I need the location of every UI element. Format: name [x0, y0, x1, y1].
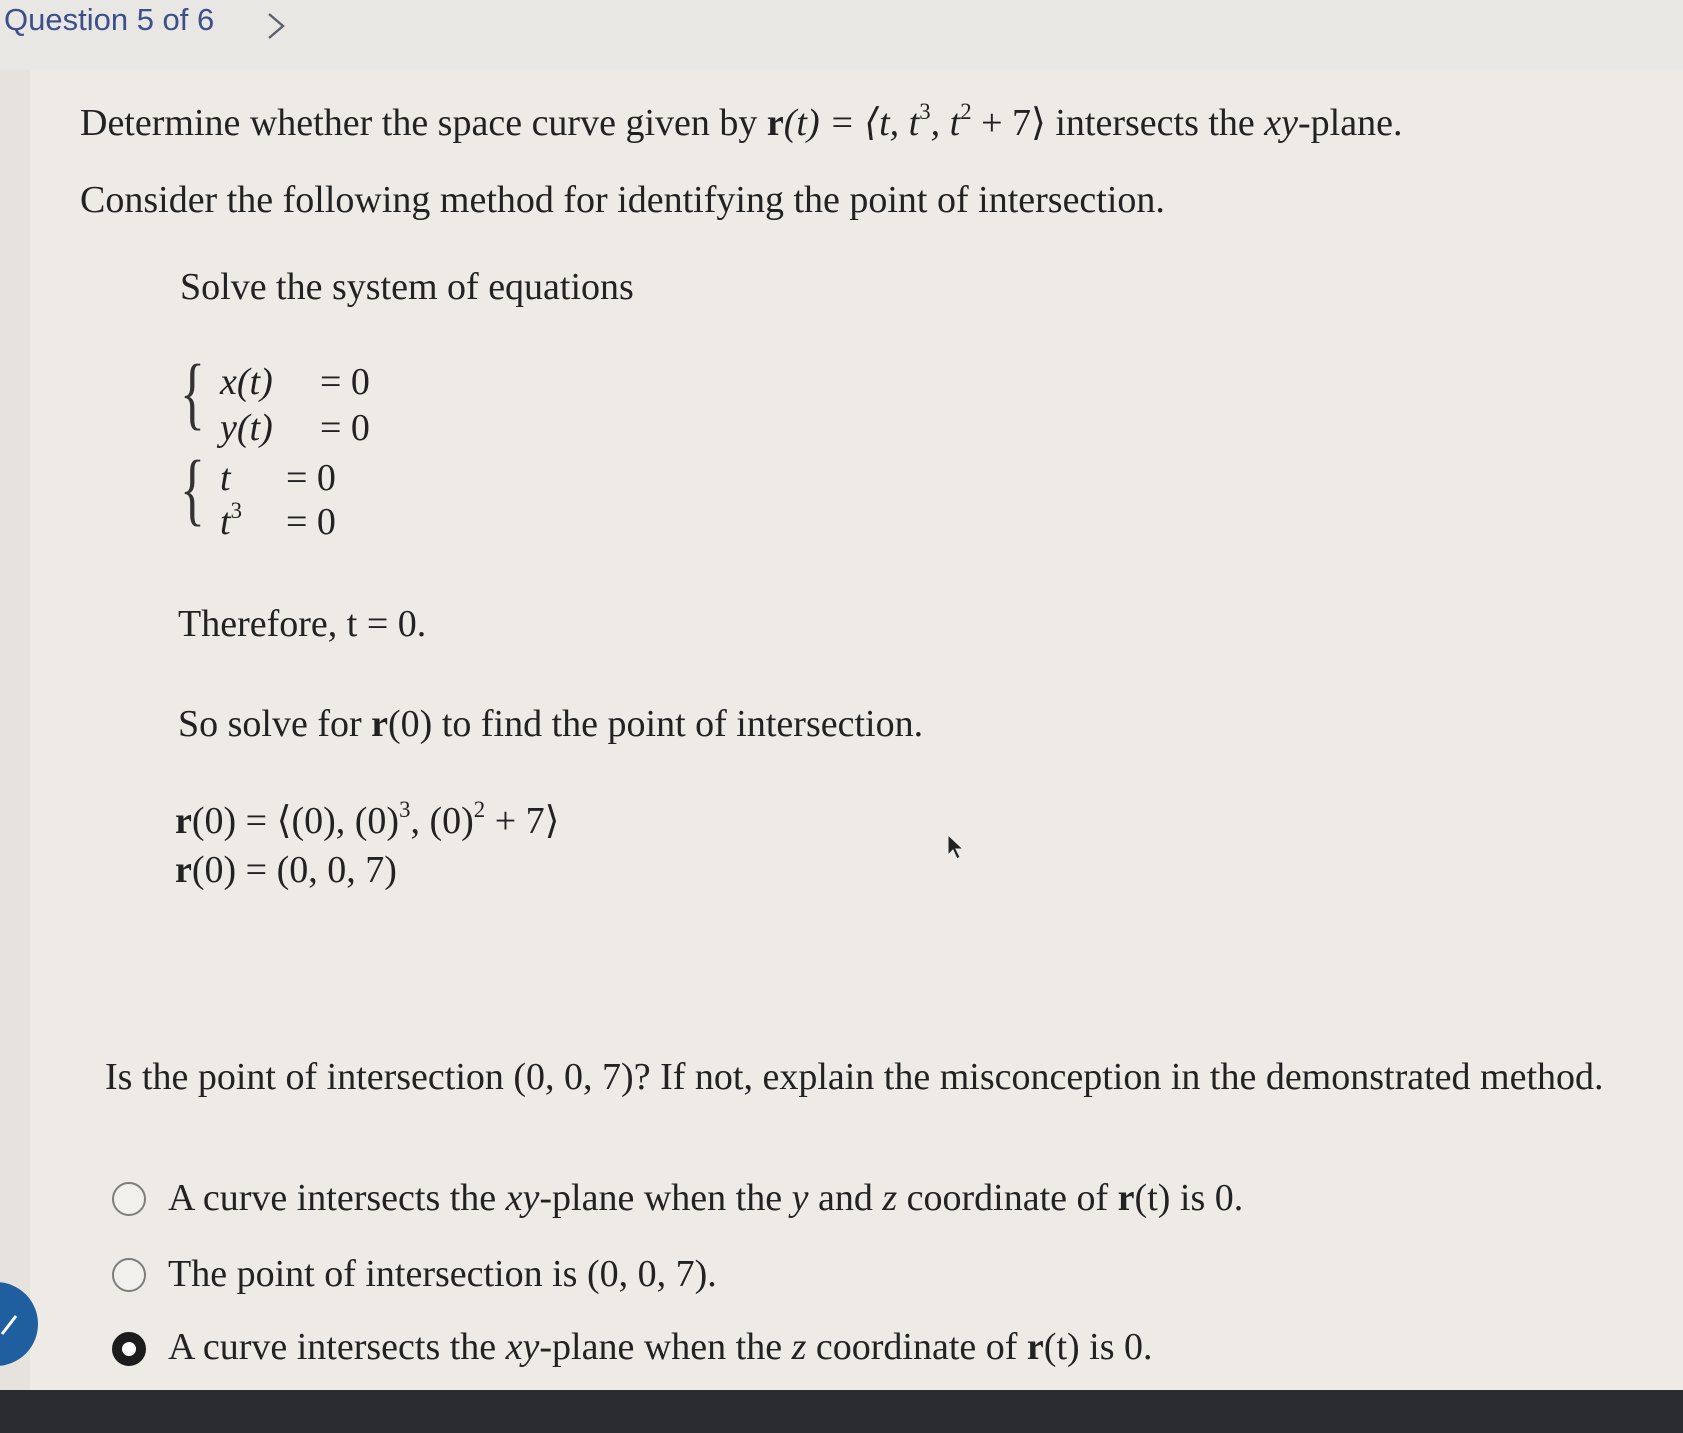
option-label[interactable]: A curve intersects the xy-plane when the y and z coordinate of r(t) is 0. [168, 1177, 1244, 1219]
therefore-text: Therefore, t = 0. [178, 603, 427, 645]
question-text: Is the point of intersection (0, 0, 7)? If not, explain the misconception in the demonstrated method. [105, 1056, 1604, 1098]
prompt-line-2: Consider the following method for identifying the point of intersection. [80, 179, 1165, 221]
next-question-button[interactable] [258, 8, 294, 44]
system2-rhs-2: = 0 [286, 501, 336, 543]
chevron-right-icon [265, 11, 287, 41]
system2-lhs-2: $t^3$ [220, 498, 242, 543]
system1-rhs-2: = 0 [320, 407, 370, 449]
r0-equation-2: r(0) = (0, 0, 7) [175, 849, 397, 891]
solve-system-text: Solve the system of equations [180, 266, 634, 308]
radio-button[interactable] [112, 1182, 146, 1216]
option-label[interactable]: A curve intersects the xy-plane when the z coordinate of r(t) is 0. [168, 1326, 1153, 1368]
system1-lhs-2: y(t) [220, 407, 273, 449]
system1-lhs-1: x(t) [220, 361, 273, 403]
mouse-pointer-icon [946, 833, 968, 868]
system2-rhs-1: = 0 [286, 457, 336, 499]
left-brace: { [180, 445, 205, 534]
top-bar [0, 0, 1683, 70]
pencil-icon [0, 1282, 30, 1366]
option-label[interactable]: The point of intersection is (0, 0, 7). [168, 1253, 717, 1295]
r0-equation-1: r(0) = ⟨(0), $(0)^3$, $(0)^2$ + 7⟩ [175, 797, 560, 842]
system2-lhs-1: t [220, 457, 231, 499]
left-brace: { [180, 349, 205, 438]
system1-rhs-1: = 0 [320, 361, 370, 403]
bottom-bar [0, 1390, 1683, 1433]
solve-r0-text: So solve for r(0) to find the point of intersection. [178, 703, 924, 745]
radio-button[interactable] [112, 1258, 146, 1292]
question-counter: Question 5 of 6 [4, 2, 215, 37]
radio-button-selected[interactable] [112, 1332, 146, 1366]
prompt-line-1: Determine whether the space curve given by r(t) = ⟨t, $t^3$, $t^2$ + 7⟩ intersects the xy-plane. [80, 99, 1403, 144]
question-panel [30, 70, 1683, 1390]
